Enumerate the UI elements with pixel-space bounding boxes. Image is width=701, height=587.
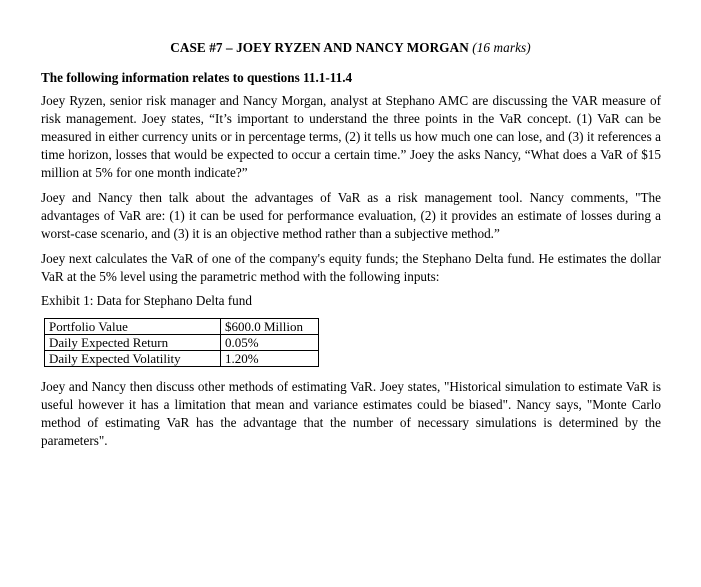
- paragraph-var-calculation: Joey next calculates the VaR of one of the company's equity funds; the Stephano Delta fund. He estimates the dollar VaR at the 5% level using the parametric method with the following inputs:: [41, 251, 661, 284]
- case-title: [0, 40, 701, 56]
- exhibit-label: Portfolio Value: [45, 319, 221, 335]
- exhibit-value: 1.20%: [221, 351, 319, 367]
- exhibit-table: [44, 318, 319, 367]
- paragraph-var-advantages: Joey and Nancy then talk about the advantages of VaR as a risk management tool. Nancy comments, "The advantages of VaR are: (1) it can be used for performance evaluation, (2) it provides an estimate of losses during a worst-case scenario, and (3) it is an objective method rather than a subjective method.”: [41, 190, 661, 241]
- exhibit-value: 0.05%: [221, 335, 319, 351]
- paragraph-other-methods: Joey and Nancy then discuss other methods of estimating VaR. Joey states, "Historical simulation to estimate VaR is useful however it has a limitation that mean and variance estimates could be biased". Nancy says, "Monte Carlo method of estimating VaR has the advantage that the number of necessary simulations is determined by the parameters".: [41, 379, 661, 448]
- table-row: [45, 335, 319, 351]
- case-marks: (16 marks): [472, 40, 531, 55]
- exhibit-label: Daily Expected Volatility: [45, 351, 221, 367]
- exhibit-value: $600.0 Million: [221, 319, 319, 335]
- questions-subheading: The following information relates to questions 11.1-11.4: [41, 70, 353, 85]
- case-title-text: CASE #7 – JOEY RYZEN AND NANCY MORGAN: [170, 40, 469, 55]
- paragraph-var-concept: Joey Ryzen, senior risk manager and Nancy Morgan, analyst at Stephano AMC are discussing the VAR measure of risk management. Joey states, “It’s important to understand the three points in the VaR concept. (1) VaR can be measured in either currency units or in percentage terms, (2) it tells us how much one can lose, and (3) it references a time horizon, losses that would be expected to occur a certain time.” Joey the asks Nancy, “What does a VaR of $15 million at 5% for one month indicate?”: [41, 93, 661, 180]
- table-row: [45, 351, 319, 367]
- table-row: [45, 319, 319, 335]
- exhibit-label: Daily Expected Return: [45, 335, 221, 351]
- exhibit-title: Exhibit 1: Data for Stephano Delta fund: [41, 293, 252, 308]
